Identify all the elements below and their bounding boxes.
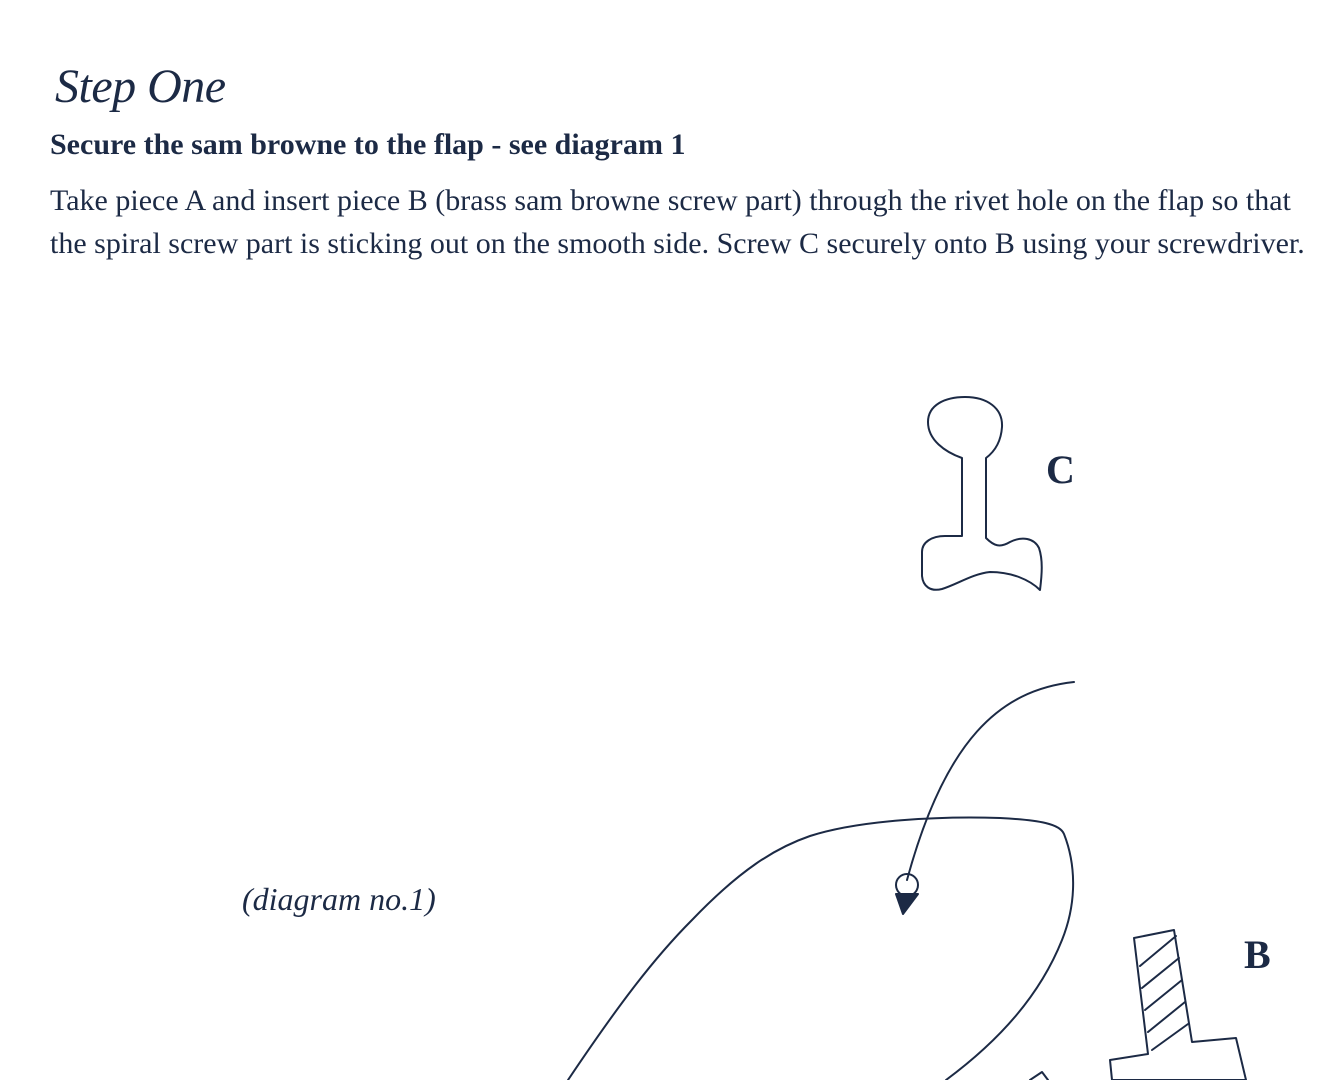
piece-b-thread-line <box>1140 936 1176 966</box>
piece-a-corner-mark <box>1030 1072 1048 1080</box>
label-c: C <box>1046 447 1075 492</box>
piece-b-screw-shape <box>1110 930 1246 1080</box>
piece-b-thread-line <box>1152 1024 1188 1050</box>
piece-a-flap-outline <box>568 818 1073 1080</box>
piece-c-screw-shape <box>922 397 1042 590</box>
insertion-arrow-line <box>907 682 1074 880</box>
piece-b-thread-line <box>1145 980 1182 1010</box>
insertion-arrow-head <box>896 894 918 914</box>
step-subtitle: Secure the sam browne to the flap - see diagram 1 <box>50 128 686 161</box>
step-instructions: Take piece A and insert piece B (brass sam browne screw part) through the rivet hole on the flap so that the spiral screw part is sticking out on the smooth side. Screw C securely onto B using your screwdriver. <box>50 184 1305 260</box>
diagram-caption: (diagram no.1) <box>242 881 436 917</box>
piece-b-thread-line <box>1142 958 1179 988</box>
step-title: Step One <box>55 60 226 113</box>
piece-b-thread-line <box>1148 1002 1185 1032</box>
label-b: B <box>1244 932 1271 977</box>
